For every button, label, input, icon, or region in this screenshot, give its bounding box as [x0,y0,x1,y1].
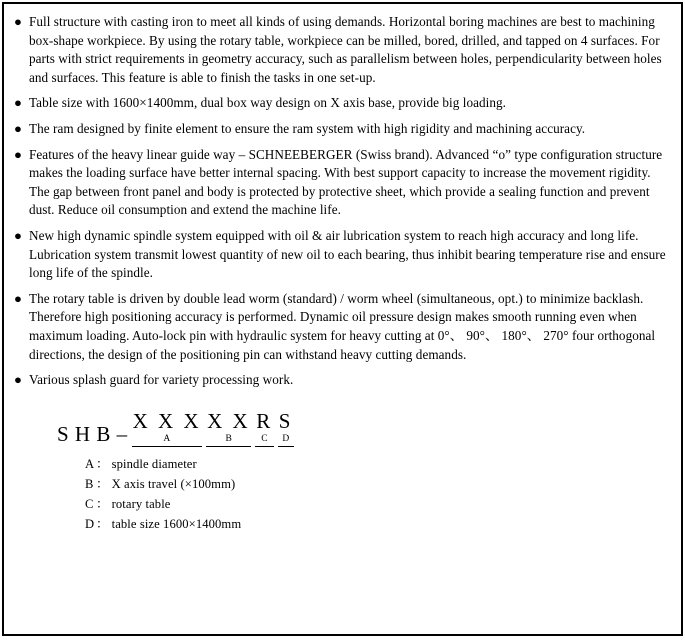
model-code-group-d-key: D [282,433,290,444]
model-code-group-d [278,409,294,447]
model-code-group-c-key: C [261,433,268,444]
legend-separator: ： [96,456,109,471]
feature-text: Various splash guard for variety processing work. [29,372,294,388]
list-item [12,120,673,139]
model-code-group-a-key: A [163,433,171,444]
legend-row-b [85,474,673,494]
model-code-group-d-value: S [278,408,293,433]
legend-row-a [85,454,673,474]
bullet-icon: ● [14,14,23,29]
legend-value: X axis travel (×100mm) [111,476,236,491]
bullet-icon: ● [14,120,23,136]
feature-text: Full structure with casting iron to meet all kinds of using demands. Horizontal boring machines are best to machining box-shape workpiece. By using the rotary table, workpiece can be milled, bored, drilled, and tapped on 4 surfaces. For parts with strict requirements in geometry accuracy, such as parallelism between holes, perpendicularity between holes and surfaces. This feature is able to finish the tasks in one set-up. [29,14,662,85]
model-code-group-b [206,409,251,447]
model-code-prefix: S H B – [57,421,128,446]
feature-list [12,13,673,390]
bullet-icon: ● [14,146,23,162]
bullet-icon: ● [14,290,23,306]
legend-separator: ： [96,496,109,511]
legend-value: table size 1600×1400mm [111,516,242,531]
legend-key: D [85,516,95,531]
legend-row-c [85,494,673,514]
list-item [12,94,673,113]
model-code-group-c [255,409,274,447]
model-code-group-a-value: X X X [132,408,202,433]
model-designation-block [12,409,673,534]
model-code-group-a [132,409,203,447]
legend-key: C [85,496,94,511]
bullet-icon: ● [14,227,23,243]
list-item [12,13,673,87]
feature-text: The rotary table is driven by double lead worm (standard) / worm wheel (simultaneous, opt.) to minimize backlash. Therefore high positioning accuracy is performed. Dynamic oil pressure design makes smooth running even when maximum loading. Auto-lock pin with hydraulic system for heavy cutting at 0°、 90°、 180°、 270° four orthogonal directions, the design of the positioning pin can withstand heavy cutting demands. [29,290,656,362]
legend-separator: ： [96,476,109,491]
legend-value: spindle diameter [111,456,197,471]
bullet-icon: ● [14,372,23,388]
legend-separator: ： [96,516,109,531]
feature-text: Table size with 1600×1400mm, dual box way design on X axis base, provide big loading. [29,95,507,111]
feature-text: Features of the heavy linear guide way – SCHNEEBERGER (Swiss brand). Advanced “o” type configuration structure makes the loading surface have better internal spacing. With best support capacity to increase the movement rigidity. The gap between front panel and body is protected by protective sheet, which provide a sealing function and prevent dust. Reduce oil consumption and extend the machine life. [29,146,663,218]
model-legend [57,454,673,534]
legend-row-d [85,514,673,534]
model-code-group-b-value: X X [207,408,251,433]
list-item [12,227,673,283]
legend-key: B [85,476,94,491]
legend-key: A [85,456,95,471]
feature-text: The ram designed by finite element to ensure the ram system with high rigidity and machining accuracy. [29,120,586,136]
model-code [57,409,673,447]
feature-text: New high dynamic spindle system equipped with oil & air lubrication system to reach high accuracy and long life. Lubrication system transmit lowest quantity of new oil to each bearing, thus inhibit bearing temperature rise and ensure long life of the spindle. [29,227,666,281]
feature-panel [2,2,683,636]
model-code-group-b-key: B [225,433,232,444]
model-code-group-c-value: R [256,408,273,433]
legend-value: rotary table [111,496,171,511]
list-item [12,146,673,220]
list-item [12,371,673,390]
bullet-icon: ● [14,95,23,111]
list-item [12,290,673,364]
